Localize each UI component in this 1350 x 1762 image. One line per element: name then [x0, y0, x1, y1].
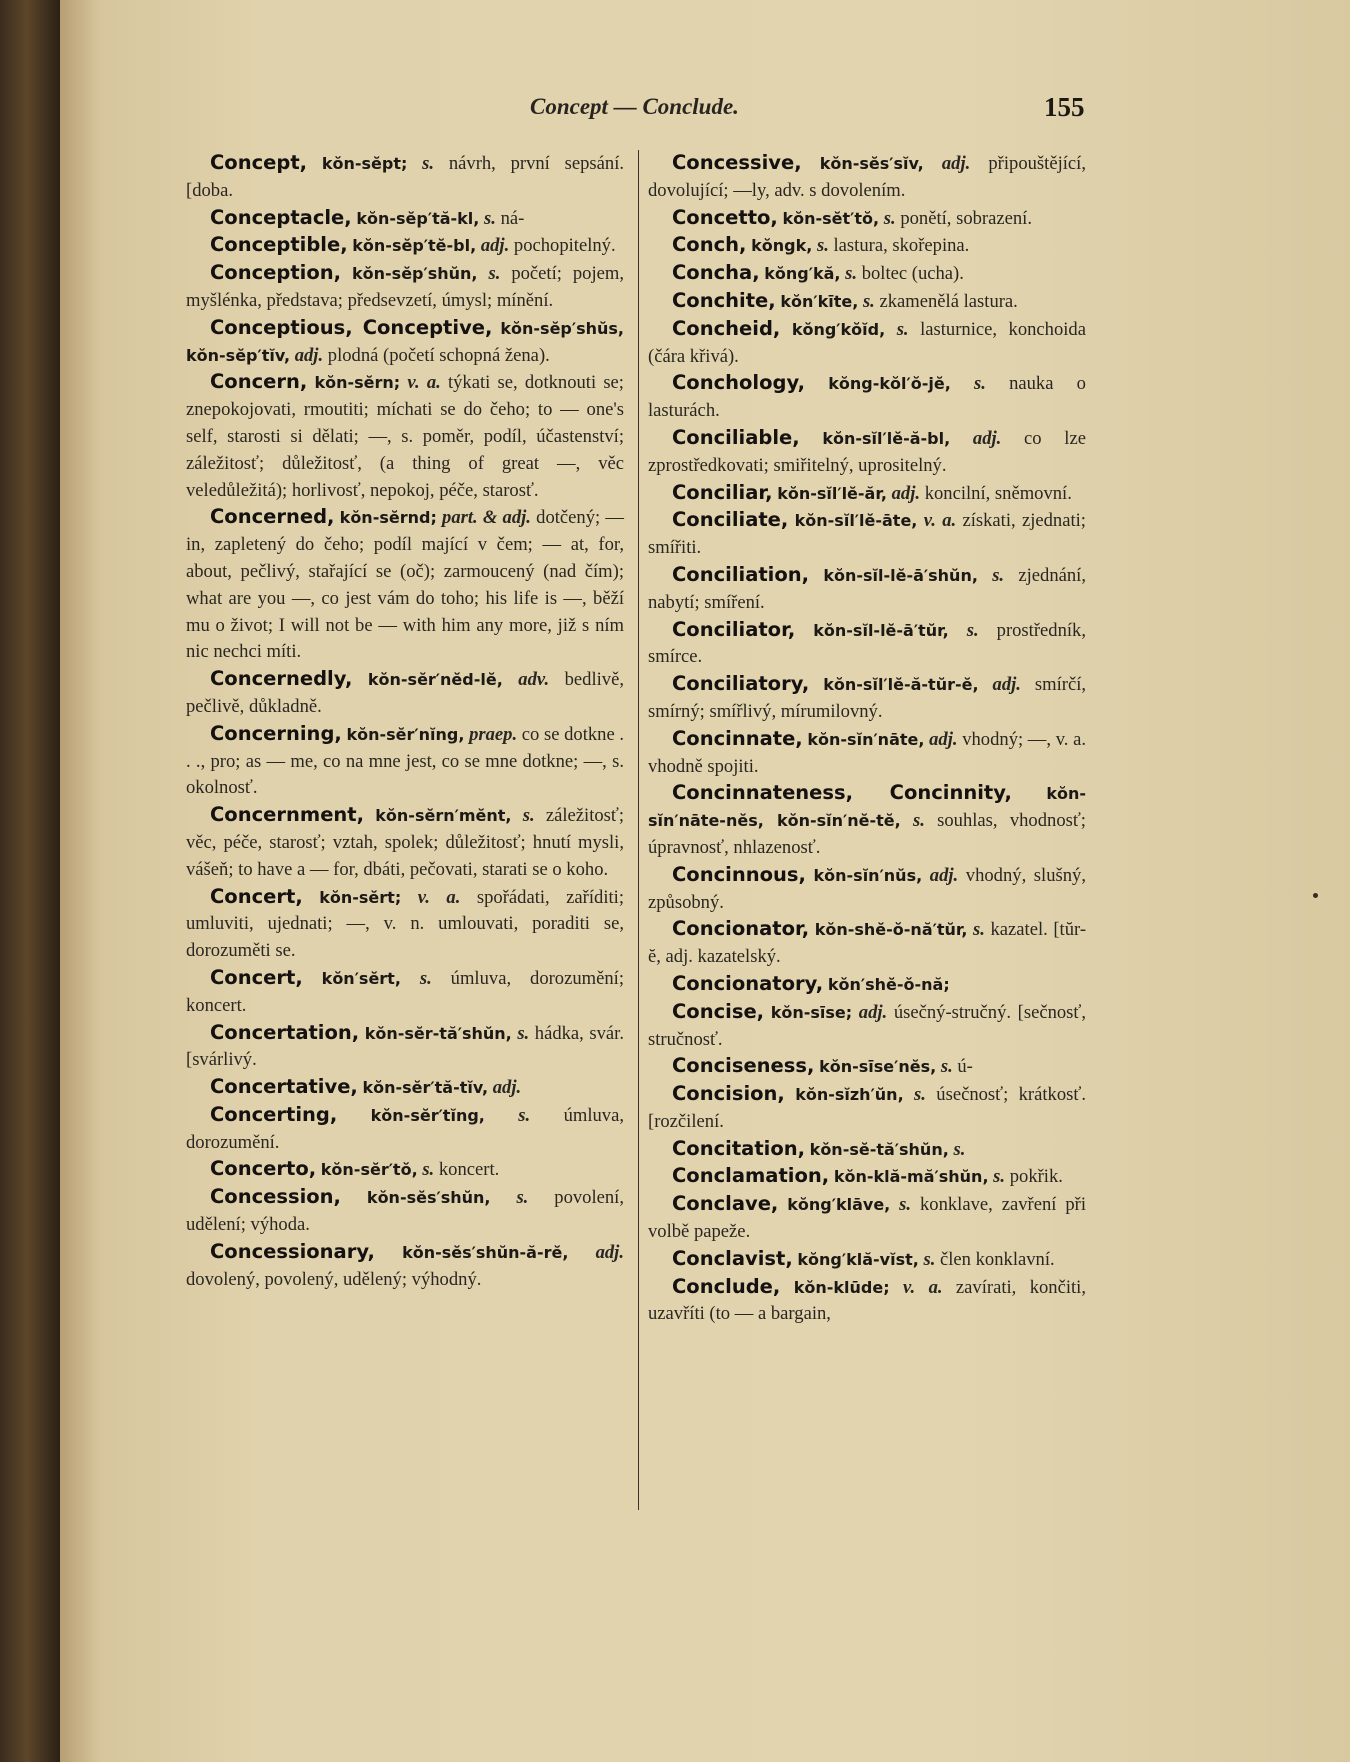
- headword: Concerned,: [210, 505, 335, 529]
- definition: co se dotkne . . ., pro; as — me, co na mne jest, co se mne dotkne; —, s. okolnosť.: [186, 723, 625, 799]
- headword: Concert,: [210, 965, 303, 989]
- definition: pochopitelný.: [513, 235, 616, 257]
- pronunciation: kŏn-sĭl-lĕ-ā′tŭr,: [813, 620, 949, 640]
- grammar-label: s.: [845, 263, 858, 285]
- pronunciation: kŏn-sĭl-lĕ-ā′shŭn,: [823, 565, 978, 585]
- definition: návrh, první sepsání. [doba.: [186, 153, 625, 201]
- definition: záležitosť; věc, péče, starosť; vztah, spolek; důležitosť; hnutí mysli, vášeň; to have a — for, dbáti, pečovati, starati se o koho.: [186, 805, 625, 880]
- grammar-label: adj.: [492, 1077, 522, 1099]
- pronunciation: kŏn-sĕp′tă-kl,: [356, 208, 480, 228]
- dictionary-entry: [648, 862, 1086, 917]
- headword: Conceptacle,: [210, 205, 352, 229]
- pronunciation: kŏng′klāve,: [787, 1195, 891, 1215]
- headword: Concitation,: [672, 1136, 806, 1160]
- grammar-label: adj.: [929, 864, 959, 886]
- definition: hádka, svár. [svárlivý.: [186, 1022, 624, 1071]
- definition: spořádati, zaříditi; umluviti, ujednati; —, v. n. umlouvati, poraditi se, dorozuměti se.: [186, 886, 624, 962]
- headword: Conclavist,: [672, 1246, 793, 1270]
- headword: Concionatory,: [672, 971, 824, 995]
- dictionary-entry: [186, 504, 624, 666]
- headword: Concetto,: [672, 205, 778, 229]
- definition: ú-: [957, 1056, 973, 1078]
- grammar-label: s.: [488, 263, 501, 285]
- grammar-label: adj.: [858, 1001, 888, 1023]
- dictionary-entry: [648, 1274, 1086, 1329]
- headword: Concessive,: [672, 151, 802, 174]
- definition: souhlas, vhodnosť; úpravnosť, nhlazenosť.: [648, 810, 1086, 858]
- definition: co lze zprostředkovati; smiřitelný, uprositelný.: [648, 427, 1086, 476]
- dictionary-entry: [186, 232, 624, 260]
- grammar-label: praep.: [469, 723, 518, 745]
- headword: Concertative,: [210, 1075, 358, 1099]
- headword: Conciliator,: [672, 617, 796, 641]
- grammar-label: v. a.: [923, 510, 957, 532]
- grammar-label: v. a.: [902, 1276, 943, 1298]
- definition: vhodný; —, v. a. vhodně spojiti.: [648, 728, 1087, 777]
- grammar-label: s.: [883, 207, 896, 229]
- headword: Concision,: [672, 1082, 785, 1106]
- dictionary-entry: [186, 965, 624, 1020]
- grammar-label: s.: [484, 207, 496, 229]
- grammar-label: s.: [422, 1159, 435, 1181]
- pronunciation: kŏn-sĭn′nŭs,: [813, 865, 923, 885]
- grammar-label: adj.: [891, 482, 921, 504]
- grammar-label: s.: [899, 1194, 912, 1216]
- dictionary-entry: [648, 370, 1086, 425]
- headword: Concertation,: [210, 1020, 360, 1044]
- grammar-label: adj.: [941, 153, 971, 174]
- pronunciation: kŏn′shĕ-ŏ-nă;: [827, 974, 950, 994]
- pronunciation: kŏn-sĕr′tĭng,: [370, 1105, 485, 1125]
- pronunciation: kŏn-klă-mă′shŭn,: [833, 1167, 989, 1187]
- grammar-label: adv.: [518, 669, 550, 691]
- pronunciation: kŏng′kă,: [764, 264, 841, 284]
- grammar-label: s.: [914, 1084, 926, 1106]
- dictionary-entry: [186, 1074, 624, 1102]
- pronunciation: kŏn-sĕpt;: [321, 154, 408, 173]
- dictionary-entry: [186, 369, 624, 504]
- headword: Concession,: [210, 1185, 341, 1209]
- grammar-label: adj.: [992, 674, 1021, 696]
- pronunciation: kŏngk,: [751, 236, 813, 256]
- headword: Conciliatory,: [672, 672, 810, 696]
- definition: početí; pojem, myšlénka, představa; předsevzetí, úmysl; mínění.: [186, 263, 624, 311]
- definition: dotčený; — in, zapletený do čeho; podíl mající v čem; — at, for, about, pečlivý, stařající se (oč); zarmoucený (nad čím); what are you —, co jest vám do toho; his life is —, běží mu o život; I will not be — with him any more, již s ním nic nechci míti.: [186, 507, 624, 663]
- grammar-label: s.: [940, 1056, 953, 1078]
- dictionary-entry: [648, 1191, 1086, 1246]
- pronunciation: kŏn-shĕ-ŏ-nă′tŭr,: [814, 920, 968, 940]
- grammar-label: s.: [992, 564, 1005, 586]
- definition: člen konklavní.: [940, 1248, 1055, 1270]
- headword: Concernedly,: [210, 667, 353, 691]
- headword: Conchology,: [672, 371, 806, 395]
- definition: ná-: [500, 207, 525, 229]
- grammar-label: s.: [912, 810, 925, 832]
- grammar-label: s.: [862, 290, 875, 312]
- dictionary-entry: [648, 971, 1086, 999]
- dictionary-entry: [186, 150, 624, 205]
- grammar-label: s.: [953, 1138, 966, 1160]
- grammar-label: s.: [816, 235, 829, 257]
- grammar-label: s.: [419, 967, 432, 989]
- headword: Concernment,: [210, 803, 365, 827]
- pronunciation: kŏn-sĕrn;: [314, 373, 401, 393]
- pronunciation: kŏng′klă-vĭst,: [797, 1249, 919, 1269]
- pronunciation: kŏn-sĕrn′mĕnt,: [375, 806, 512, 826]
- dictionary-entry: [186, 1184, 624, 1239]
- book-spine-edge: [0, 0, 60, 1762]
- headword: Concept,: [210, 151, 308, 174]
- dictionary-entry: [648, 150, 1086, 205]
- page-number: 155: [1044, 92, 1085, 122]
- grammar-label: v. a.: [407, 372, 441, 394]
- headword: Conciliation,: [672, 562, 810, 586]
- dictionary-entry: [648, 232, 1086, 260]
- definition: úsečný-stručný. [sečnosť, stručnosť.: [648, 1001, 1087, 1050]
- headword: Concinnate,: [672, 726, 803, 750]
- headword: Conclave,: [672, 1192, 779, 1216]
- pronunciation: kŏn-sĭl′lĕ-ă-tŭr-ĕ,: [823, 675, 979, 695]
- grammar-label: s.: [896, 318, 909, 340]
- grammar-label: s.: [973, 373, 986, 395]
- grammar-label: s.: [518, 1104, 531, 1126]
- pronunciation: kŏn-sĕrnd;: [339, 508, 437, 528]
- grammar-label: s.: [516, 1187, 529, 1209]
- headword: Concinnateness, Concinnity,: [672, 781, 1012, 805]
- headword: Concha,: [672, 261, 760, 285]
- headword: Concheid,: [672, 316, 781, 340]
- definition: smírčí, smírný; smířlivý, mírumilovný.: [648, 674, 1087, 722]
- pronunciation: kŏn-sĕp′tĕ-bl,: [352, 236, 477, 256]
- page-header: [60, 92, 1350, 132]
- headword: Concerting,: [210, 1102, 338, 1126]
- dictionary-entry: [186, 260, 624, 315]
- definition: týkati se, dotknouti se; znepokojovati, rmoutiti; míchati se do čeho; to — one's self, starosti si dělati; —, s. poměr, podíl, účastenství; záležitosť; důležitosť, (a thing of great —, věc veledůležitá); horlivosť, nepokoj, péče, starosť.: [186, 372, 624, 501]
- headword: Conciseness,: [672, 1054, 815, 1078]
- running-head: Concept — Conclude.: [530, 94, 739, 119]
- grammar-label: adj.: [972, 427, 1002, 449]
- headword: Conciliar,: [672, 480, 773, 504]
- dictionary-entry: [186, 1239, 624, 1294]
- definition: bedlivě, pečlivě, důkladně.: [186, 669, 625, 717]
- dictionary-entry: [648, 316, 1086, 371]
- pronunciation: kŏn-sĕr′tă-tĭv,: [362, 1078, 489, 1098]
- definition: povolení, udělení; výhoda.: [186, 1187, 624, 1236]
- pronunciation: kŏn-sĭl′lĕ-ăr,: [777, 483, 887, 503]
- dictionary-entry: [186, 315, 624, 370]
- pronunciation: kŏng-kŏl′ŏ-jĕ,: [828, 374, 951, 394]
- headword: Conceptious, Conceptive,: [210, 315, 493, 339]
- dictionary-entry: [186, 666, 624, 721]
- pronunciation: kŏn-sĕr′tŏ,: [320, 1160, 418, 1180]
- dictionary-entry: [648, 1081, 1086, 1136]
- definition: prostředník, smírce.: [648, 619, 1086, 668]
- headword: Conciliate,: [672, 508, 789, 532]
- dictionary-entry: [648, 260, 1086, 288]
- dictionary-page: [60, 0, 1350, 1762]
- dictionary-entry: [648, 999, 1086, 1054]
- headword: Concerning,: [210, 721, 342, 745]
- pronunciation: kŏn-sĕr-tă′shŭn,: [364, 1023, 512, 1043]
- headword: Concise,: [672, 999, 765, 1023]
- pronunciation: kŏn-sĕt′tŏ,: [782, 208, 880, 228]
- pronunciation: kŏn-sīse′nĕs,: [819, 1057, 937, 1077]
- dictionary-entry: [648, 288, 1086, 316]
- definition: připouštějící, dovolující; —ly, adv. s dovolením.: [648, 153, 1086, 201]
- left-column: [186, 150, 624, 1293]
- dictionary-entry: [186, 802, 624, 883]
- headword: Concert,: [210, 884, 303, 908]
- definition: dovolený, povolený, udělený; výhodný.: [186, 1268, 482, 1290]
- grammar-label: s.: [522, 805, 535, 827]
- dictionary-entry: [648, 480, 1086, 508]
- headword: Conceptible,: [210, 233, 348, 257]
- grammar-label: s.: [966, 619, 979, 641]
- column-divider: [638, 150, 639, 1510]
- dictionary-entry: [648, 780, 1086, 861]
- dictionary-entry: [648, 726, 1086, 781]
- dictionary-entry: [648, 562, 1086, 617]
- grammar-label: s.: [973, 919, 985, 941]
- definition: lastura, skořepina.: [833, 235, 970, 257]
- grammar-label: s.: [422, 153, 435, 174]
- right-column: [648, 150, 1086, 1328]
- headword: Conclude,: [672, 1274, 781, 1298]
- dictionary-entry: [648, 617, 1086, 672]
- grammar-label: part. & adj.: [442, 507, 531, 529]
- pronunciation: kŏn′sĕrt,: [321, 968, 401, 988]
- pronunciation: kŏn-sīse;: [770, 1002, 853, 1022]
- grammar-label: v. a.: [417, 886, 461, 908]
- grammar-label: s.: [517, 1022, 530, 1044]
- headword: Concessionary,: [210, 1239, 375, 1263]
- pronunciation: kŏn-sĕs′shŭn-ă-rĕ,: [402, 1242, 569, 1262]
- dictionary-entry: [186, 1020, 624, 1075]
- headword: Concern,: [210, 370, 308, 394]
- definition: úmluva, dorozumění.: [186, 1104, 624, 1153]
- definition: koncert.: [438, 1159, 500, 1181]
- definition: úmluva, dorozumění; koncert.: [186, 967, 624, 1016]
- dictionary-entry: [648, 1246, 1086, 1274]
- pronunciation: kŏn-sĕs′sĭv,: [819, 154, 924, 173]
- definition: koncilní, sněmovní.: [924, 482, 1072, 504]
- pronunciation: kŏn-sĕp′shŭn,: [352, 264, 478, 284]
- definition: ponětí, sobrazení.: [900, 207, 1032, 229]
- dictionary-entry: [648, 1163, 1086, 1191]
- pronunciation: kŏn-sĭl′lĕ-āte,: [794, 511, 918, 531]
- headword: Conclamation,: [672, 1164, 830, 1188]
- pronunciation: kŏn-klūde;: [793, 1277, 890, 1297]
- dictionary-entry: [648, 1136, 1086, 1164]
- pronunciation: kŏn-sĕrt;: [319, 887, 402, 907]
- definition: úsečnosť; krátkosť. [rozčilení.: [648, 1084, 1086, 1132]
- pronunciation: kŏn-sĕp′shŭs, kŏn-sĕp′tĭv,: [186, 318, 624, 365]
- dictionary-entry: [648, 425, 1086, 480]
- dictionary-entry: [648, 205, 1086, 233]
- definition: zkamenělá lastura.: [879, 290, 1018, 312]
- dictionary-entry: [186, 205, 624, 233]
- ink-speck: [1313, 893, 1318, 898]
- grammar-label: adj.: [294, 344, 324, 366]
- grammar-label: adj.: [929, 728, 958, 750]
- pronunciation: kŏn-sĕr′nĭng,: [346, 724, 465, 744]
- grammar-label: adj.: [480, 235, 510, 257]
- definition: nauka o lasturách.: [648, 373, 1086, 422]
- headword: Concerto,: [210, 1157, 317, 1181]
- dictionary-entry: [648, 916, 1086, 971]
- definition: zavírati, končiti, uzavříti (to — a bargain,: [648, 1276, 1086, 1325]
- dictionary-entry: [186, 884, 624, 965]
- pronunciation: kŏn-sĭn′nāte-nĕs, kŏn-sĭn′nĕ-tĕ,: [648, 784, 1086, 831]
- grammar-label: s.: [993, 1166, 1006, 1188]
- pronunciation: kŏn-sĕr′nĕd-lĕ,: [367, 670, 503, 690]
- dictionary-entry: [186, 1102, 624, 1157]
- grammar-label: adj.: [595, 1241, 624, 1263]
- headword: Concionator,: [672, 917, 810, 941]
- definition: získati, zjednati; smířiti.: [648, 510, 1086, 559]
- definition: kazatel. [tŭr-ĕ, adj. kazatelský.: [648, 919, 1087, 968]
- definition: pokřik.: [1009, 1166, 1063, 1188]
- pronunciation: kŏn-sĕ-tă′shŭn,: [809, 1139, 949, 1159]
- headword: Concinnous,: [672, 862, 806, 886]
- headword: Conchite,: [672, 288, 776, 312]
- pronunciation: kŏn-sĭzh′ŭn,: [795, 1085, 904, 1105]
- definition: boltec (ucha).: [861, 263, 964, 285]
- headword: Conch,: [672, 233, 747, 257]
- dictionary-entry: [186, 1156, 624, 1184]
- pronunciation: kŏn-sĭn′nāte,: [807, 729, 925, 749]
- definition: plodná (početí schopná žena).: [327, 344, 550, 366]
- definition: vhodný, slušný, způsobný.: [648, 864, 1086, 913]
- dictionary-entry: [648, 507, 1086, 562]
- headword: Conciliable,: [672, 425, 800, 449]
- grammar-label: s.: [923, 1248, 936, 1270]
- definition: lasturnice, konchoida (čára křivá).: [648, 318, 1086, 367]
- pronunciation: kŏn′kīte,: [780, 291, 859, 311]
- definition: zjednání, nabytí; smíření.: [648, 564, 1086, 613]
- dictionary-entry: [648, 1053, 1086, 1081]
- dictionary-entry: [648, 671, 1086, 726]
- definition: konklave, zavření při volbě papeže.: [648, 1194, 1086, 1243]
- headword: Conception,: [210, 261, 342, 285]
- pronunciation: kŏn-sĕs′shŭn,: [366, 1188, 491, 1208]
- pronunciation: kŏn-sĭl′lĕ-ă-bl,: [822, 428, 951, 448]
- dictionary-entry: [186, 721, 624, 802]
- pronunciation: kŏng′kŏĭd,: [791, 319, 886, 339]
